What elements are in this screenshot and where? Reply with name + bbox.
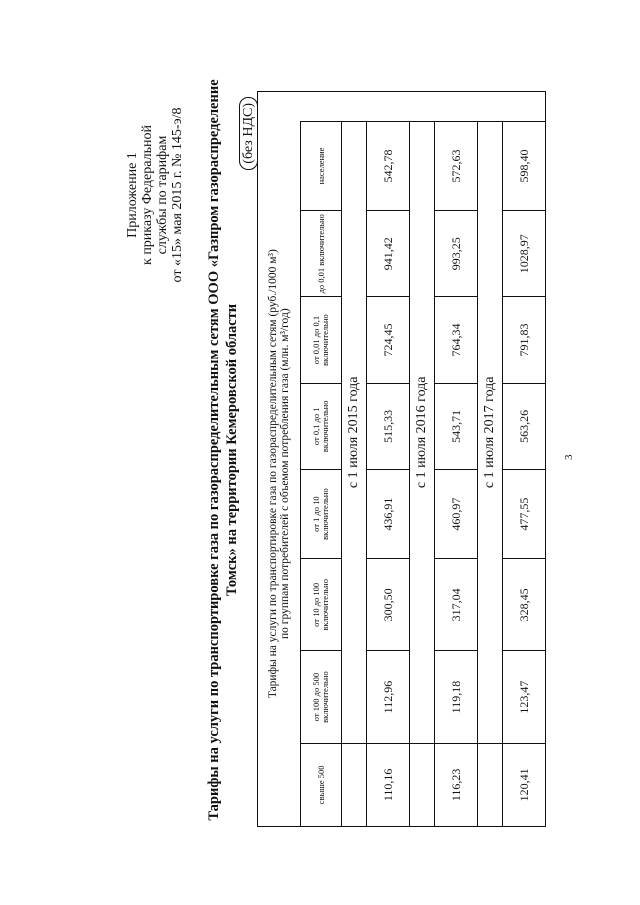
appendix-line-3: службы по тарифам (155, 135, 170, 255)
table-cell: 563,26 (503, 383, 546, 469)
table-cell: 791,83 (503, 297, 546, 383)
period-row (478, 92, 503, 827)
table-cell: 515,33 (367, 383, 410, 469)
page-number: 3 (563, 454, 575, 460)
table-main-header-line-1: Тарифы на услуги по транспортировке газа по газораспределительным сетям (руб./1000 м³) (267, 249, 279, 699)
title-line-2: Томск» на территории Кемеровской области (224, 303, 240, 597)
table-cell: 328,45 (503, 559, 546, 651)
tariff-table (257, 91, 546, 827)
column-header: от 1 до 10 включительно (301, 469, 342, 558)
period-row-stub (342, 743, 367, 826)
appendix-line-1: Приложение 1 (125, 152, 140, 238)
vat-note: (без НДС) (239, 97, 258, 170)
table-row (503, 92, 546, 827)
period-row (342, 92, 367, 827)
table-main-header-line-2: по группам потребителей с объемом потребления газа (млн. м³/год) (279, 308, 291, 640)
column-header: от 10 до 100 включительно (301, 559, 342, 651)
table-edge-cell (258, 92, 546, 122)
table-row (367, 92, 410, 827)
column-header: население (301, 121, 342, 210)
table-cell: 542,78 (367, 121, 410, 210)
table-cell: 1028,97 (503, 211, 546, 297)
period-label: с 1 июля 2015 года (342, 121, 367, 743)
table-cell: 123,47 (503, 651, 546, 743)
appendix-line-4: от «15» мая 2015 г. № 145-э/8 (170, 107, 185, 283)
period-label: с 1 июля 2016 года (410, 121, 435, 743)
table-cell: 477,55 (503, 469, 546, 558)
title-line-1: Тарифы на услуги по транспортировке газа по газораспределительным сетям ООО «Газпром газораспределение (206, 79, 222, 821)
period-row-stub (410, 743, 435, 826)
table-cell: 460,97 (435, 469, 478, 558)
table-row (435, 92, 478, 827)
table-cell: 436,91 (367, 469, 410, 558)
column-header: от 0,1 до 1 включительно (301, 383, 342, 469)
table-cell: 300,50 (367, 559, 410, 651)
table-cell: 120,41 (503, 743, 546, 826)
period-row-stub (478, 743, 503, 826)
period-label: с 1 июля 2017 года (478, 121, 503, 743)
table-main-header-row (258, 92, 301, 827)
table-main-header (258, 121, 301, 826)
table-cell: 764,34 (435, 297, 478, 383)
table-cell: 941,42 (367, 211, 410, 297)
table-cell: 110,16 (367, 743, 410, 826)
table-cell: 993,25 (435, 211, 478, 297)
rotated-landscape-page (125, 35, 630, 865)
column-header: от 0,01 до 0,1 включительно (301, 297, 342, 383)
document-title (205, 60, 241, 840)
table-cell: 543,71 (435, 383, 478, 469)
appendix-block (125, 65, 185, 325)
table-cell: 119,18 (435, 651, 478, 743)
column-header: до 0,01 включительно (301, 211, 342, 297)
table-cell: 317,04 (435, 559, 478, 651)
table-cell: 598,40 (503, 121, 546, 210)
table-cell: 112,96 (367, 651, 410, 743)
appendix-line-2: к приказу Федеральной (140, 125, 155, 265)
column-header: свыше 500 (301, 743, 342, 826)
table-group-header-row (301, 92, 342, 827)
table-cell: 572,63 (435, 121, 478, 210)
column-header: от 100 до 500 включительно (301, 651, 342, 743)
period-row (410, 92, 435, 827)
table-cell: 116,23 (435, 743, 478, 826)
table-cell: 724,45 (367, 297, 410, 383)
